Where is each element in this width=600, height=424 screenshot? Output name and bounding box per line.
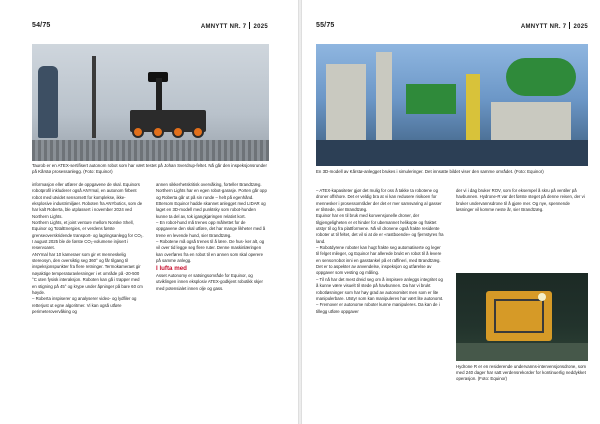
worker-figure: [38, 66, 58, 138]
article-column-4: [456, 188, 588, 213]
left-page: [0, 0, 298, 424]
header-separator: [249, 22, 250, 29]
magazine-year: 2025: [253, 24, 268, 30]
paragraph: – Til nå har det mest dreid seg om å inspisere anleggs integritet og å kunne være visuelt til stede på havbunnen. Da har vi brukt robotløsninger som har høy grad av autonomitet men som er lite manipulerbare. Utstyr som kan manipuleres har vært lite autonomt.: [316, 276, 444, 301]
robot-wheel: [132, 126, 144, 138]
paragraph: – En robot-hund må trenes opp målrettet for de oppgavene den skal utføre, det har mange likheter med å trene en levende hund, sier Brandtzæg.: [156, 220, 266, 238]
robot-wheel: [192, 126, 204, 138]
article-column-1: [32, 182, 144, 315]
robot-wheel: [172, 126, 184, 138]
paragraph: annen sikkerhetskritisk overvåking, forteller Brandtzæg.: [156, 182, 262, 187]
section-heading: I lufta med: [156, 265, 187, 273]
railing: [92, 56, 96, 138]
right-page: [302, 0, 600, 424]
paragraph: – Robotene må også trenes til å lære. De hus- ker alt, og vil over tid legge seg flere ruter. Denne maskinlæringen kan overføres fra en robot til en annen som skal operere på samme anlegg.: [156, 239, 265, 264]
magazine-year: 2025: [573, 24, 588, 30]
header-separator: [569, 22, 570, 29]
hydrone-r-photo: [456, 273, 588, 361]
magazine-title: AMNYTT NR. 7: [520, 24, 567, 30]
page-number-right: 55/75: [316, 22, 335, 29]
drone-frame: [494, 299, 544, 333]
taurob-robot-photo: [32, 44, 269, 161]
robot-mast: [156, 78, 162, 112]
article-column-2: [156, 182, 268, 292]
paragraph: – ATEX-kapasiteter gjør det mulig for oss å takke ta robotene og droner offshore. Det er veldig bra at vi kan redusere risikoen for mennesker i prosessområder der det er mer samsvaring al gasser er tilstede, sier Brandtzæg.: [316, 188, 442, 213]
magazine-header-right: [521, 22, 588, 30]
plant-structure: [491, 102, 571, 140]
paragraph: Asset Autonomy er satsingsområde for Equinor, og utviklingen innen eksplosiv ATEX-godkjent robotikk skjer med potensialet innen olje og gass.: [156, 272, 263, 291]
paragraph: Det er to aspekter av anvendelse, inspeksjon og utførelse av oppgaver som vesting og måling.: [316, 264, 432, 276]
yellow-column: [466, 74, 480, 140]
robot-wheel: [152, 126, 164, 138]
model-floor: [316, 140, 588, 166]
magazine-header-left: [201, 22, 268, 30]
paragraph: ANYmal har 10 kameraer som gir et menneskelig stereosyn, den oversiktig seg 360° og får tilgang til inspeksjonspunkter fra flere retninger. Termokameraet gir nøyaktige temperaturavlesninger i et område på -20-500 °C uten fysisk interaksjon. Roboten kan gå i trapper med en stigning på 45° og krype under åpninger på bare 60 cm høyde.: [32, 251, 143, 295]
page-number-left: 54/75: [32, 22, 51, 29]
deck-grating: [32, 140, 269, 161]
green-piping: [406, 84, 456, 114]
paragraph: – Robotdyrene roboter kan hugt frakte seg automatiserte og leger til felget mileger, og Equinor har allerede brukt en robot til å levere en sensorrobot inni en gasstankel på et raffineri, med Brandtzæg.: [316, 245, 442, 263]
article-column-3: [316, 188, 444, 315]
karsto-3d-model-image: [316, 44, 588, 166]
paragraph: informasjon eller utfører de oppgavene de skal. Equinors robotprofil inkluderer også ANYmal, en autonom firbent robot med utvidet sensorsett for komplekse, ikke-eksplosive industrimiljøer. Roboten fra ANYbotics, som de har kalt Roberta, ble utplassert i november 2024 ved Northern Lights.: [32, 182, 143, 219]
magazine-title: AMNYTT NR. 7: [200, 24, 247, 30]
paragraph: Northern Lights har en egen robot-garasje. Porten går opp og Roberta går ut på sin runde – helt på egenhånd. Ettersom Equinor hadde skannet anlegget med LIDAR og laget en 3D-modell med punktsky som robot-hunden kunne ta del av, tok igangkjøringen relativt kort.: [156, 188, 267, 219]
paragraph: Equinor har en til bruk med konvensjonelle droner, der tilgjengeligheten er et hinder for ubemannet helikopte og fraktet utstyr til og fra plattformene. Nå vil dronene også frakte residente roboter ut til feltet, det vil si at de er «rastboende» og fjernstyres fra land.: [316, 213, 444, 244]
green-tank: [506, 58, 576, 96]
photo-caption-right-top: En 3D-modell av Kårstø-anlegget brukes i simuleringer. Det innsatte bildet viser den samme området. (Foto: Equinor): [316, 169, 544, 174]
seabed: [456, 343, 588, 361]
photo-caption-right-small: Hydrone R er en residerende undervanns-intervensjonsdrone, som med 240 dager har satt verdensrekorder for kontinuerlig neddykket operasjon. (Foto: Equinor): [456, 364, 587, 382]
photo-caption-left: Taurob er en ATEX-sertifisert autonom robot som har vært testet på Johan Sverdrup-feltet. Nå går den inspeksjonsrunder på Kårstø prosessanlegg. (Foto: Equinor): [32, 163, 267, 175]
paragraph: – Fremover er autonome roboter kunne manipuleres. Da kan de i tillegg utføre oppgaver: [316, 302, 440, 314]
plant-structure: [376, 52, 392, 140]
paragraph: Northern Lights, et joint venture mellom Norske Shell, Equinor og TotalEnergies, er verdens første grenseoverskridende transport- og lagringsanlegg for CO₂. I august 2025 ble de første CO₂-volumene injisert i reservoaret.: [32, 220, 144, 251]
plant-structure: [326, 64, 366, 140]
paragraph: – Roberta inspiserer og analyserer video- og lydfiler og retterjust ut egne algoritmer. Vi kan også utføre perimeterovervåking og: [32, 296, 137, 314]
drone-light: [538, 293, 546, 301]
paragraph: der vi i dag bruker ROV, som for eksempel å skru på ventiler på havbunnen. Hydrone-R var det første steget på denne reisen, der vi bruker undervannsdrone til å gjøre mer. Og nye, spennende løsninger vil komme neste år, sier Brandtzæg.: [456, 188, 585, 213]
